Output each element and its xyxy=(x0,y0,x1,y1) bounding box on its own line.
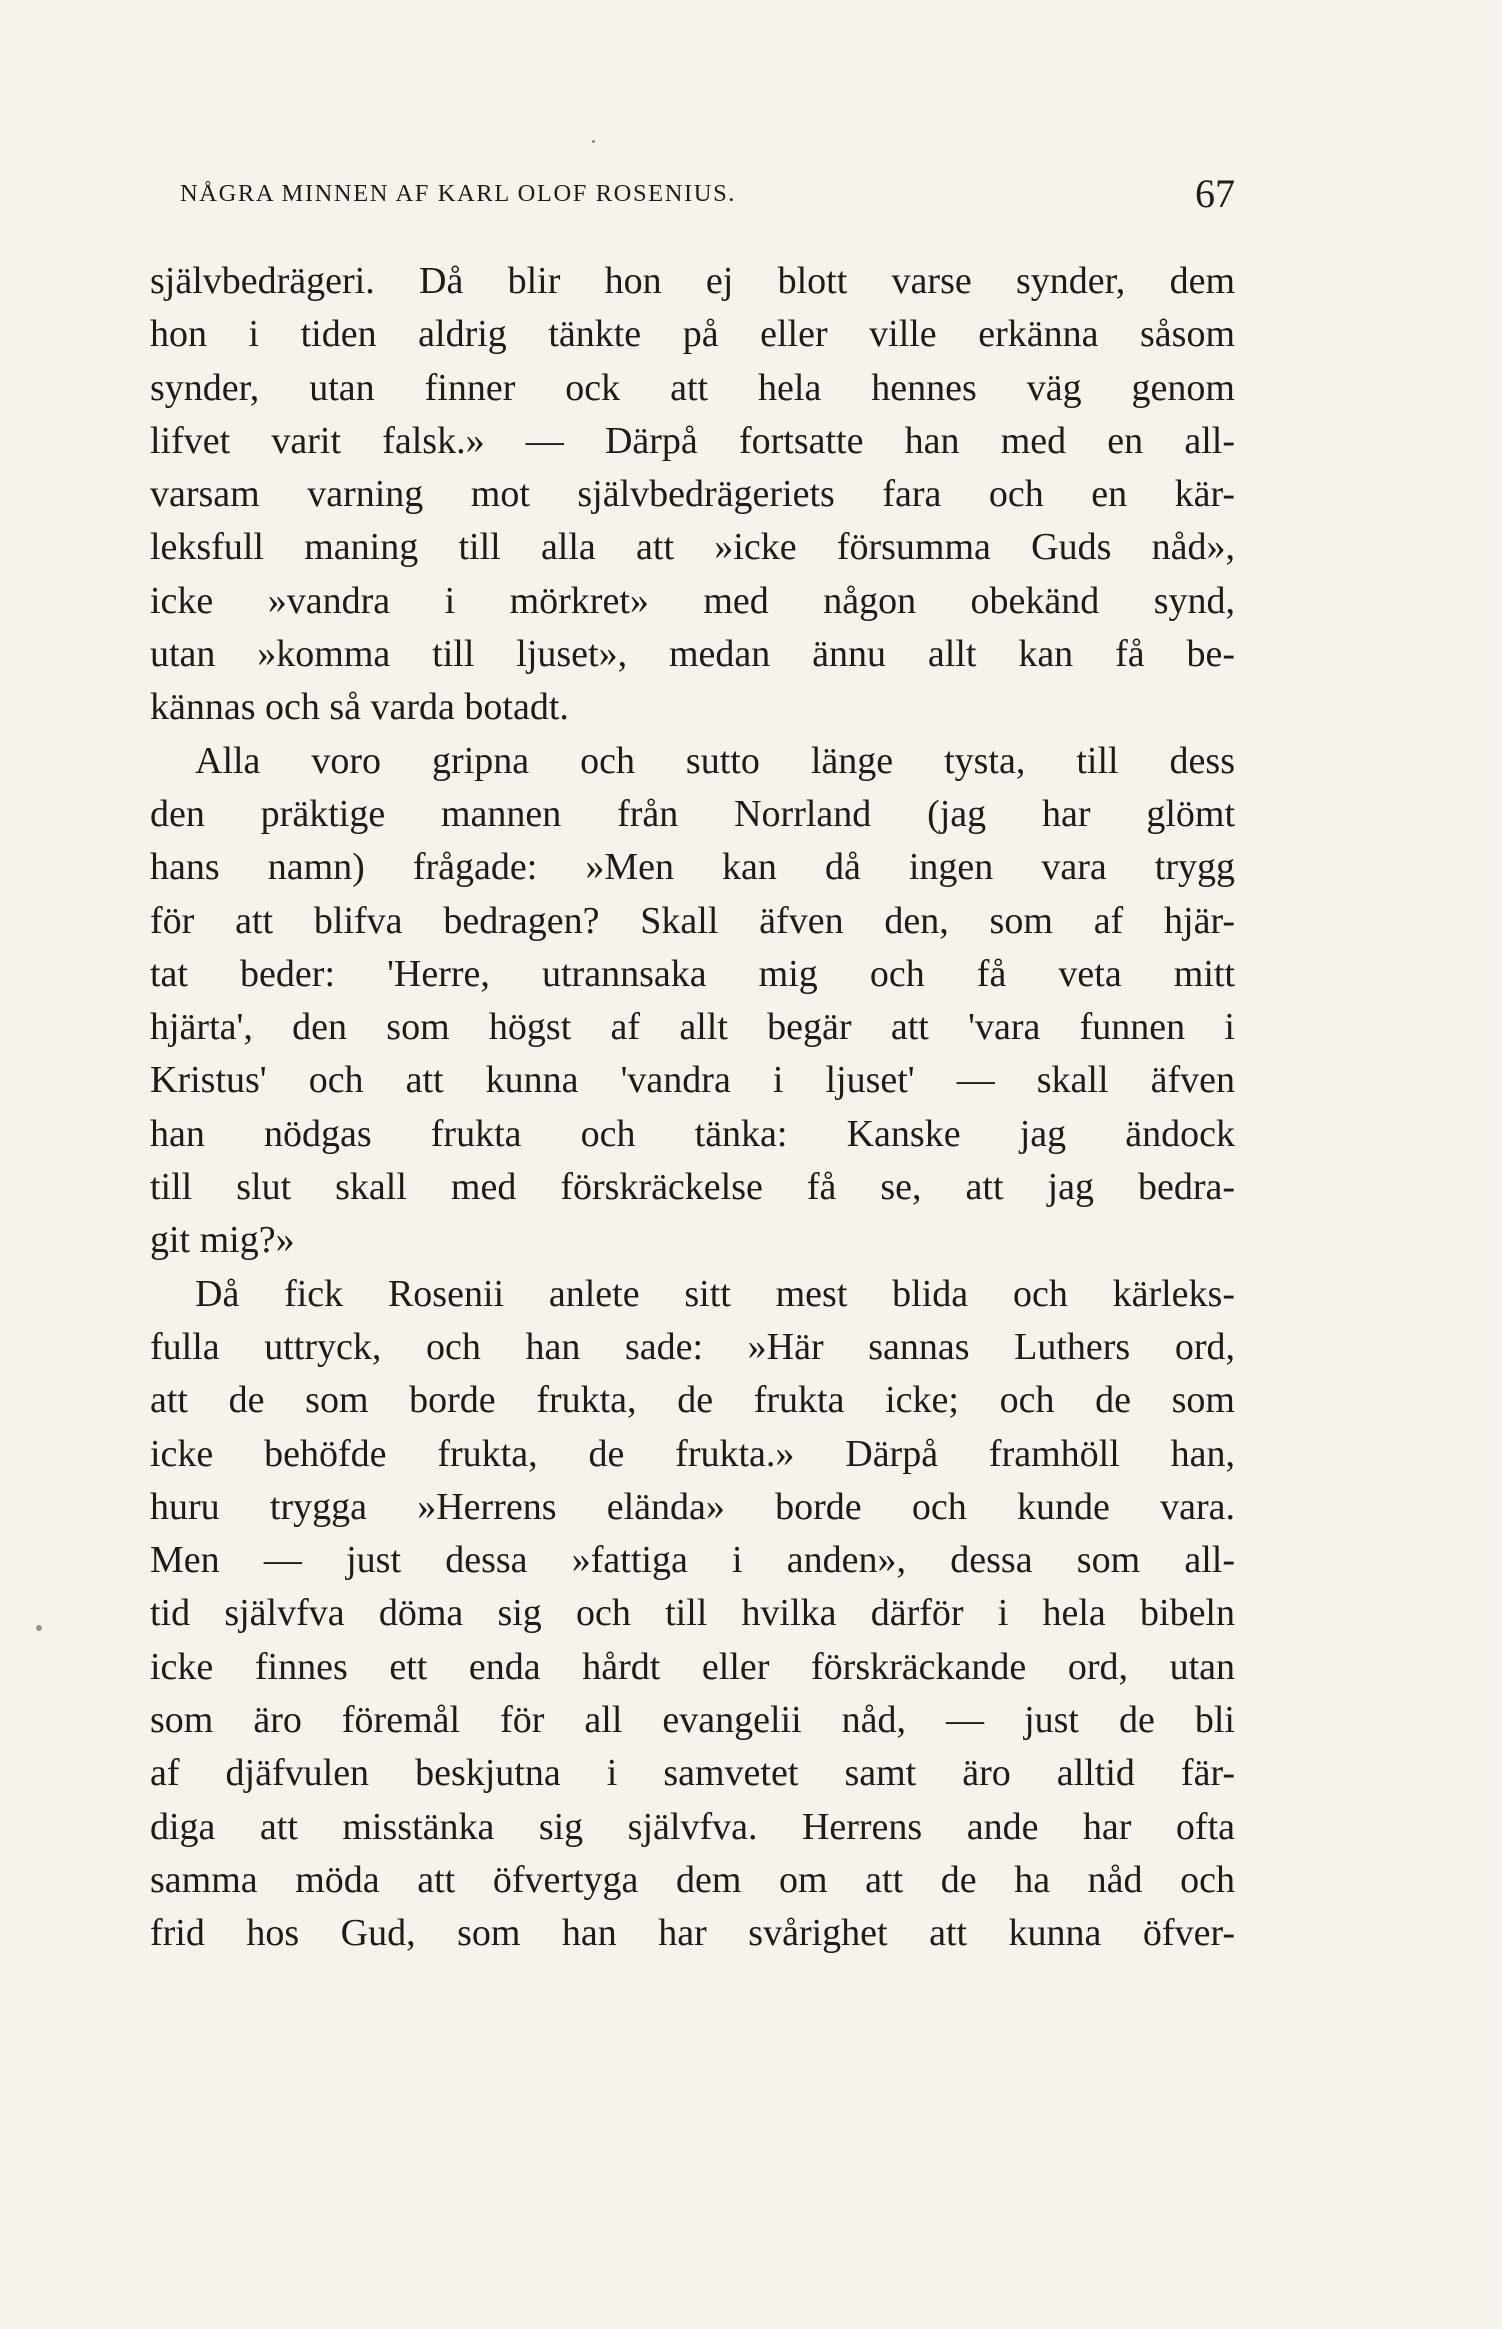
text-line: tat beder: 'Herre, utrannsaka mig och få veta mitt xyxy=(150,952,1235,995)
text-line: hon i tiden aldrig tänkte på eller ville erkänna såsom xyxy=(150,313,1235,356)
text-line: lifvet varit falsk.» — Därpå fortsatte han med en all- xyxy=(150,419,1235,462)
text-line: hjärta', den som högst af allt begär att 'vara funnen i xyxy=(150,1006,1235,1049)
page-header xyxy=(150,170,1235,230)
text-line: icke finnes ett enda hårdt eller förskräckande ord, utan xyxy=(150,1645,1235,1688)
body-text xyxy=(150,255,1235,1961)
text-line: icke behöfde frukta, de frukta.» Därpå framhöll han, xyxy=(150,1432,1235,1475)
text-line: git mig?» xyxy=(150,1219,295,1262)
text-line: synder, utan finner ock att hela hennes väg genom xyxy=(150,366,1235,409)
text-line: Men — just dessa »fattiga i anden», dessa som all- xyxy=(150,1539,1235,1582)
text-line: tid självfva döma sig och till hvilka därför i hela bibeln xyxy=(150,1592,1235,1635)
text-line: utan »komma till ljuset», medan ännu allt kan få be- xyxy=(150,633,1235,676)
text-line: att de som borde frukta, de frukta icke; och de som xyxy=(150,1379,1235,1422)
text-line: samma möda att öfvertyga dem om att de ha nåd och xyxy=(150,1858,1235,1901)
margin-speck xyxy=(36,1625,42,1631)
text-line: frid hos Gud, som han har svårighet att kunna öfver- xyxy=(150,1912,1235,1955)
text-line: den präktige mannen från Norrland (jag har glömt xyxy=(150,792,1235,835)
scan-speck xyxy=(592,140,595,143)
text-line: för att blifva bedragen? Skall äfven den, som af hjär- xyxy=(150,899,1235,942)
text-line: diga att misstänka sig självfva. Herrens ande har ofta xyxy=(150,1805,1235,1848)
text-line: fulla uttryck, och han sade: »Här sannas Luthers ord, xyxy=(150,1325,1235,1368)
text-line: leksfull maning till alla att »icke försumma Guds nåd», xyxy=(150,526,1235,569)
text-line: självbedrägeri. Då blir hon ej blott varse synder, dem xyxy=(150,260,1235,302)
running-title: NÅGRA MINNEN AF KARL OLOF ROSENIUS. xyxy=(180,180,737,207)
text-line: till slut skall med förskräckelse få se, att jag bedra- xyxy=(150,1166,1235,1209)
text-line: Då fick Rosenii anlete sitt mest blida och kärleks- xyxy=(195,1272,1235,1315)
text-line: af djäfvulen beskjutna i samvetet samt äro alltid fär- xyxy=(150,1752,1235,1795)
text-line: varsam varning mot självbedrägeriets fara och en kär- xyxy=(150,473,1235,516)
text-line: hans namn) frågade: »Men kan då ingen vara trygg xyxy=(150,846,1235,889)
text-line: som äro föremål för all evangelii nåd, — just de bli xyxy=(150,1699,1235,1742)
text-line: han nödgas frukta och tänka: Kanske jag ändock xyxy=(150,1112,1235,1155)
text-line: huru trygga »Herrens elända» borde och kunde vara. xyxy=(150,1485,1235,1528)
text-line: kännas och så varda botadt. xyxy=(150,686,569,729)
text-line: icke »vandra i mörkret» med någon obekänd synd, xyxy=(150,579,1235,622)
text-line: Alla voro gripna och sutto länge tysta, till dess xyxy=(195,739,1235,782)
text-line: Kristus' och att kunna 'vandra i ljuset' — skall äfven xyxy=(150,1059,1235,1102)
page-number: 67 xyxy=(1195,171,1235,216)
